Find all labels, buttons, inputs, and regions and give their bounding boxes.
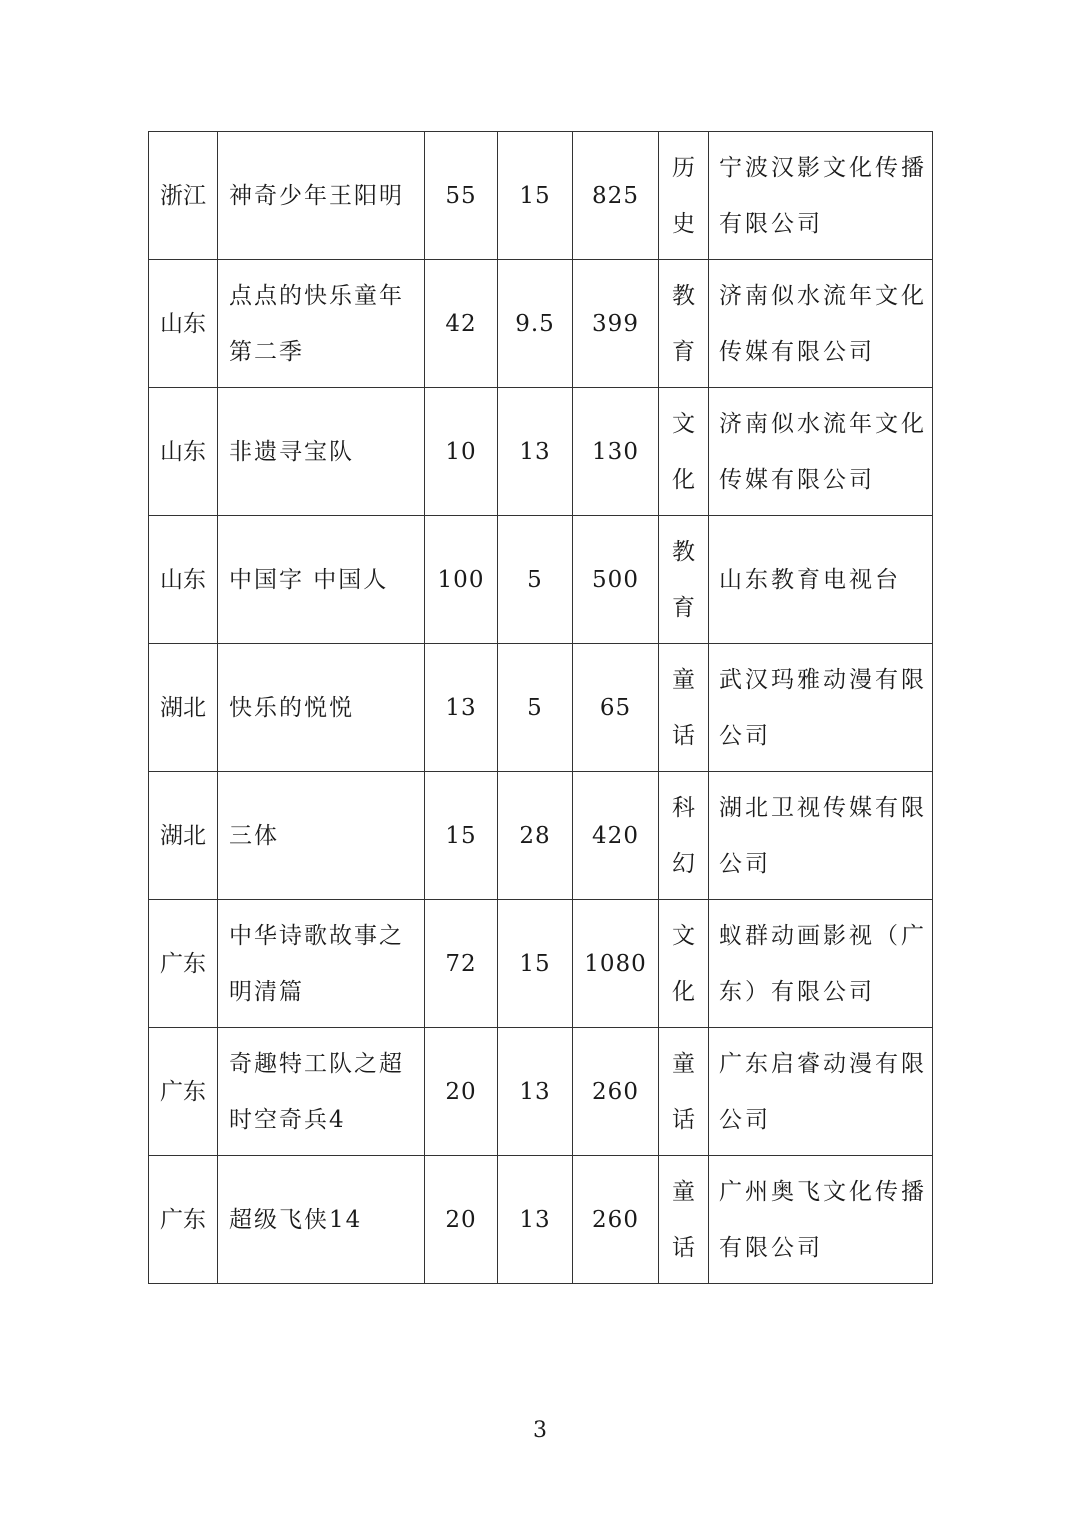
company-cell: 广东启睿动漫有限公司	[709, 1028, 933, 1156]
table-row	[149, 388, 933, 516]
total-minutes-cell: 1080	[573, 900, 659, 1028]
company-cell: 山东教育电视台	[709, 516, 933, 644]
episodes-cell: 42	[425, 260, 498, 388]
minutes-cell: 28	[498, 772, 573, 900]
genre-text: 文化	[672, 410, 695, 493]
title-cell: 非遗寻宝队	[218, 388, 425, 516]
episodes-cell: 10	[425, 388, 498, 516]
total-minutes-cell: 825	[573, 132, 659, 260]
genre-cell	[659, 132, 709, 260]
province-cell: 广东	[149, 1028, 218, 1156]
province-cell: 广东	[149, 900, 218, 1028]
genre-text: 历史	[672, 154, 695, 237]
total-minutes-cell: 130	[573, 388, 659, 516]
company-cell: 济南似水流年文化传媒有限公司	[709, 388, 933, 516]
company-cell: 宁波汉影文化传播有限公司	[709, 132, 933, 260]
table-row	[149, 1156, 933, 1284]
minutes-cell: 9.5	[498, 260, 573, 388]
company-cell: 广州奥飞文化传播有限公司	[709, 1156, 933, 1284]
province-cell: 山东	[149, 516, 218, 644]
episodes-cell: 20	[425, 1156, 498, 1284]
genre-text: 科幻	[672, 794, 695, 877]
genre-cell	[659, 772, 709, 900]
minutes-cell: 13	[498, 388, 573, 516]
episodes-cell: 72	[425, 900, 498, 1028]
title-cell: 中国字 中国人	[218, 516, 425, 644]
episodes-cell: 15	[425, 772, 498, 900]
company-cell: 湖北卫视传媒有限公司	[709, 772, 933, 900]
minutes-cell: 15	[498, 132, 573, 260]
genre-cell	[659, 260, 709, 388]
company-cell: 蚁群动画影视（广东）有限公司	[709, 900, 933, 1028]
minutes-cell: 15	[498, 900, 573, 1028]
province-cell: 湖北	[149, 772, 218, 900]
total-minutes-cell: 399	[573, 260, 659, 388]
genre-cell	[659, 1156, 709, 1284]
title-cell: 点点的快乐童年第二季	[218, 260, 425, 388]
minutes-cell: 5	[498, 516, 573, 644]
genre-text: 童话	[672, 1178, 695, 1261]
genre-text: 童话	[672, 1050, 695, 1133]
minutes-cell: 5	[498, 644, 573, 772]
table-row	[149, 260, 933, 388]
episodes-cell: 100	[425, 516, 498, 644]
page-number: 3	[533, 1418, 547, 1443]
genre-cell	[659, 516, 709, 644]
province-cell: 浙江	[149, 132, 218, 260]
total-minutes-cell: 260	[573, 1156, 659, 1284]
genre-cell	[659, 388, 709, 516]
province-cell: 广东	[149, 1156, 218, 1284]
table-row	[149, 900, 933, 1028]
table-row	[149, 772, 933, 900]
animation-list-table	[148, 131, 933, 1284]
company-cell: 济南似水流年文化传媒有限公司	[709, 260, 933, 388]
episodes-cell: 55	[425, 132, 498, 260]
genre-text: 教育	[672, 282, 695, 365]
title-cell: 中华诗歌故事之明清篇	[218, 900, 425, 1028]
title-cell: 神奇少年王阳明	[218, 132, 425, 260]
province-cell: 山东	[149, 388, 218, 516]
minutes-cell: 13	[498, 1028, 573, 1156]
genre-text: 教育	[672, 538, 695, 621]
episodes-cell: 20	[425, 1028, 498, 1156]
total-minutes-cell: 500	[573, 516, 659, 644]
genre-cell	[659, 644, 709, 772]
province-cell: 山东	[149, 260, 218, 388]
genre-cell	[659, 1028, 709, 1156]
title-cell: 奇趣特工队之超时空奇兵4	[218, 1028, 425, 1156]
province-cell: 湖北	[149, 644, 218, 772]
table-body	[149, 132, 933, 1284]
title-cell: 超级飞侠14	[218, 1156, 425, 1284]
genre-text: 文化	[672, 922, 695, 1005]
total-minutes-cell: 260	[573, 1028, 659, 1156]
table-row	[149, 132, 933, 260]
episodes-cell: 13	[425, 644, 498, 772]
title-cell: 三体	[218, 772, 425, 900]
table-row	[149, 516, 933, 644]
company-cell: 武汉玛雅动漫有限公司	[709, 644, 933, 772]
title-cell: 快乐的悦悦	[218, 644, 425, 772]
table-row	[149, 644, 933, 772]
table-row	[149, 1028, 933, 1156]
genre-cell	[659, 900, 709, 1028]
total-minutes-cell: 65	[573, 644, 659, 772]
genre-text: 童话	[672, 666, 695, 749]
minutes-cell: 13	[498, 1156, 573, 1284]
total-minutes-cell: 420	[573, 772, 659, 900]
